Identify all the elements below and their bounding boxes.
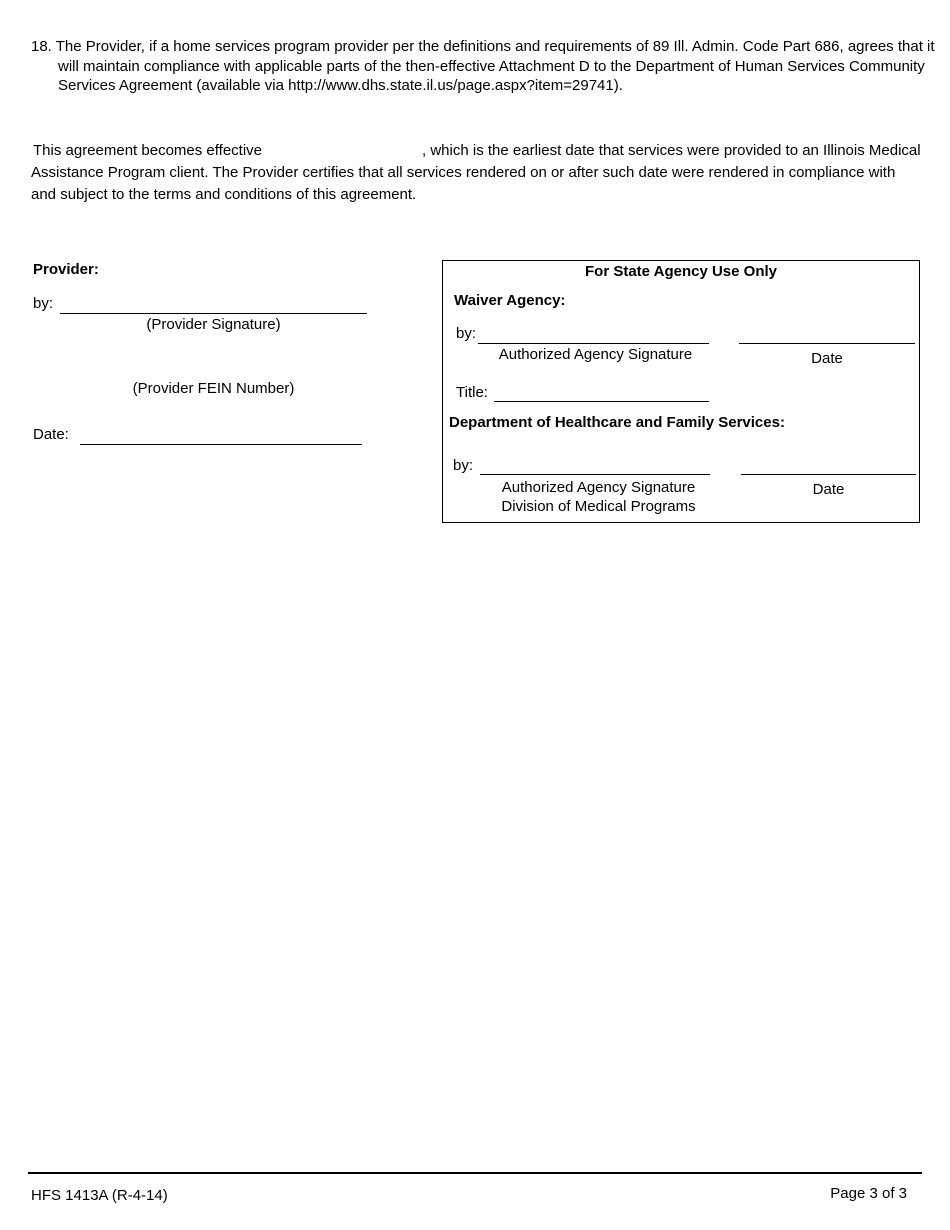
provider-date-line [80, 444, 362, 445]
form-number: HFS 1413A (R-4-14) [31, 1187, 168, 1204]
provider-fein-field[interactable] [60, 360, 366, 378]
waiver-by-label: by: [456, 325, 477, 342]
hfs-date-caption: Date [812, 481, 845, 498]
hfs-heading: Department of Healthcare and Family Services: [449, 414, 785, 431]
effective-date-paragraph [31, 140, 921, 206]
provider-signature-caption: (Provider Signature) [146, 316, 281, 333]
provider-fein-caption: (Provider FEIN Number) [132, 380, 295, 397]
footer-rule [28, 1172, 922, 1174]
effective-trail-text: , which is the earliest date that services were provided to an Illinois Medical Assistance Program client. The Provider certifies that all services rendered on or after such date were rendered in compliance with and subject to the terms and conditions of this agreement. [31, 142, 921, 203]
waiver-date-caption: Date [811, 350, 843, 367]
provider-signature-line [60, 313, 367, 314]
hfs-by-label: by: [453, 457, 474, 474]
waiver-agency-heading: Waiver Agency: [454, 292, 566, 309]
waiver-signature-caption: Authorized Agency Signature [498, 346, 693, 363]
provider-date-label: Date: [33, 426, 69, 443]
effective-lead-text: This agreement becomes effective [33, 142, 263, 159]
agency-box-title: For State Agency Use Only [585, 263, 777, 280]
hfs-signature-caption-2: Division of Medical Programs [501, 498, 696, 515]
provider-signature-field[interactable] [60, 295, 366, 313]
waiver-signature-line[interactable] [478, 343, 709, 344]
hfs-signature-caption-1: Authorized Agency Signature [501, 479, 696, 496]
waiver-date-line[interactable] [739, 343, 915, 344]
clause-18: 18. The Provider, if a home services program provider per the definitions and requirements of 89 Ill. Admin. Code Part 686, agrees that it will maintain compliance with applicable parts of the then-effective Attachment D to the Department of Human Services Community Services Agreement (available via http://www.dhs.state.il.us/page.aspx?item=29741). [31, 38, 935, 94]
waiver-title-label: Title: [456, 384, 488, 401]
provider-by-label: by: [33, 295, 54, 312]
provider-date-field[interactable] [80, 426, 362, 444]
hfs-signature-line[interactable] [480, 474, 710, 475]
effective-date-field[interactable] [264, 146, 422, 162]
provider-heading: Provider: [33, 261, 99, 278]
page-number: Page 3 of 3 [830, 1185, 907, 1202]
hfs-date-line[interactable] [741, 474, 916, 475]
waiver-title-line[interactable] [494, 401, 709, 402]
